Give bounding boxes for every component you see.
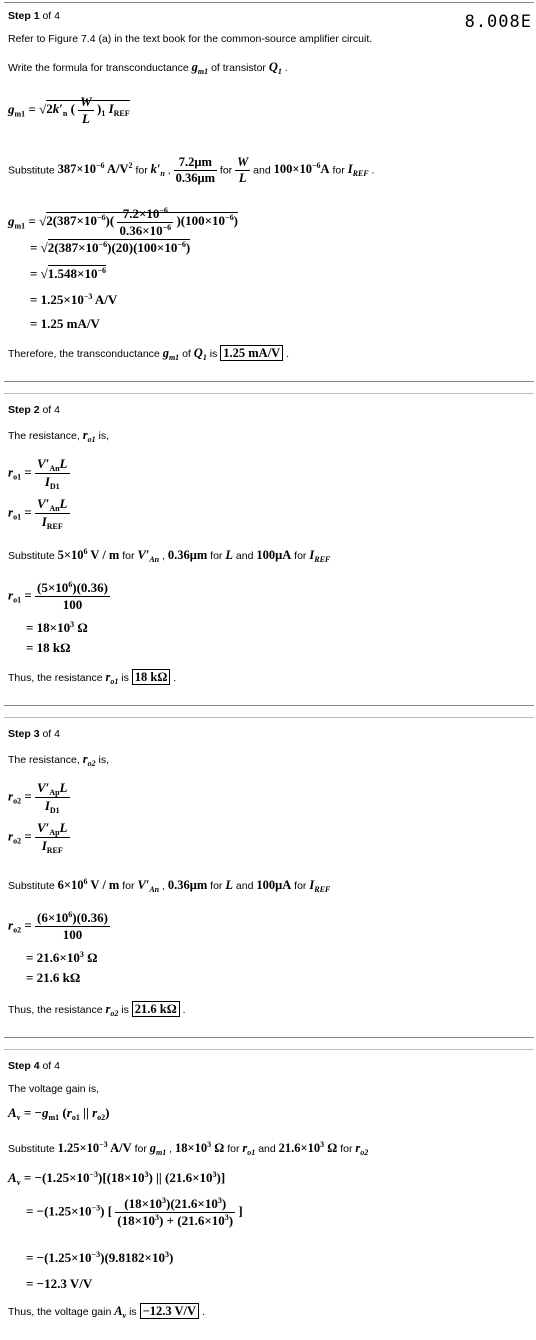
step-1-gm-formula: $g_{m1} = √2k'_n$ ( $\frac{W}{L}$ )$_1$ $I_{REF}$ [8, 94, 130, 126]
step-3-calc-line-1: $r_{o2}$ = $\frac{(6\times 10^6)(0.36)}{100}$ [8, 910, 108, 942]
step-divider [4, 381, 534, 382]
step-3-calc-line-3: = 21.6 kΩ [26, 970, 81, 985]
step-1-intro: Refer to Figure 7.4 (a) in the text book for the common-source amplifier circuit. [8, 33, 373, 45]
step-1-substitute: Substitute $387\times 10^{-6}$ $A/V^2$ for $k'_n$ , $\frac{7.2\mu m}{0.36\mu m}$ for $\frac{W}{L}$ and $100\times 10^{-6}A$ for $I_{REF}$ . [8, 155, 375, 185]
step-2-header: Step 2 of 4 [8, 404, 60, 416]
step-4-calc-line-2: = $-(1.25\times 10^{-3})$ [ $\frac{(18\times 10^3)(21.6\times 10^3)}{(18\times 10^3) + (21.6\times 10^3)}$ ] [26, 1196, 243, 1228]
step-3-answer: 21.6 kΩ [132, 1001, 180, 1017]
step-2-calc-line-1: $r_{o1}$ = $\frac{(5\times 10^6)(0.36)}{100}$ [8, 580, 108, 612]
step-4-header: Step 4 of 4 [8, 1060, 60, 1072]
step-3-ro-formula-2: $r_{o2}$ = $\frac{V'_{Ap}L}{I_{REF}}$ [8, 820, 68, 855]
step-divider [4, 2, 534, 3]
step-4-substitute: Substitute $1.25\times 10^{-3}$ A/V for $g_{m1}$ , $18\times 10^3$ Ω for $r_{o1}$ and $21.6\times 10^3$ Ω for $r_{o2}$ [8, 1140, 369, 1157]
step-4-calc-line-4: = −12.3 V/V [26, 1276, 93, 1291]
step-3-intro: The resistance, $r_{o2}$ is, [8, 752, 110, 768]
step-divider [4, 717, 534, 718]
step-1-calc-line-4: = $1.25\times 10^{-3}$ A/V [30, 292, 118, 307]
step-1-result: Therefore, the transconductance $g_{m1}$ of $Q_1$ is 1.25 mA/V . [8, 346, 290, 362]
step-divider [4, 705, 534, 706]
step-2-answer: 18 kΩ [132, 669, 171, 685]
step-2-calc-line-3: = 18 kΩ [26, 640, 71, 655]
step-3-header: Step 3 of 4 [8, 728, 60, 740]
step-3-substitute: Substitute $6\times 10^6$ V / m for $V'_{An}$ , 0.36μm for L and 100μA for $I_{REF}$ [8, 877, 331, 894]
step-1-formula-text: Write the formula for transconductance $g_{m1}$ of transistor $Q_1$ . [8, 60, 288, 76]
step-4-gain-formula: $A_v = -g_{m1}$ ($r_{o1}$ || $r_{o2}$) [8, 1105, 110, 1122]
step-2-ro-formula-2: $r_{o1}$ = $\frac{V'_{An}L}{I_{REF}}$ [8, 496, 68, 531]
step-3-calc-line-2: = $21.6\times 10^3$ Ω [26, 950, 98, 965]
step-2-ro-formula-1: $r_{o1}$ = $\frac{V'_{An}L}{I_{D1}}$ [8, 456, 68, 491]
step-divider [4, 1049, 534, 1050]
step-4-calc-line-3: = $-(1.25\times 10^{-3})(9.8182\times 10^3)$ [26, 1250, 174, 1265]
step-1-calc-line-3: = $√1.548\times 10^{-6}$ [30, 266, 107, 281]
step-4-calc-line-1: $A_v = -(1.25\times 10^{-3})[(18\times 10^3)$ || $(21.6\times 10^3)$] [8, 1170, 226, 1187]
step-2-intro: The resistance, $r_{o1}$ is, [8, 428, 110, 444]
step-2-calc-line-2: = $18\times 10^3$ Ω [26, 620, 88, 635]
step-1-calc-line-1: $g_{m1} = √2(387\times 10^{-6})$( $\frac{7.2\times 10^{-6}}{0.36\times 10^{-6}}$ )$(100\times 10^{-6})$ [8, 206, 238, 238]
step-2-substitute: Substitute $5\times 10^6$ V / m for $V'_{An}$ , 0.36μm for L and 100μA for $I_{REF}$ [8, 547, 331, 564]
step-1-calc-line-5: = 1.25 mA/V [30, 316, 100, 331]
step-3-result: Thus, the resistance $r_{o2}$ is 21.6 kΩ . [8, 1002, 186, 1018]
step-4-answer: −12.3 V/V [140, 1303, 199, 1319]
step-1-header: Step 1 of 4 [8, 10, 60, 22]
step-4-intro: The voltage gain is, [8, 1083, 100, 1095]
step-divider [4, 1037, 534, 1038]
step-1-calc-line-2: = $√2(387\times 10^{-6})(20)(100\times 10^{-6})$ [30, 240, 191, 255]
step-2-result: Thus, the resistance $r_{o1}$ is 18 kΩ . [8, 670, 177, 686]
step-divider [4, 393, 534, 394]
step-3-ro-formula-1: $r_{o2}$ = $\frac{V'_{Ap}L}{I_{D1}}$ [8, 780, 68, 815]
step-1-answer: 1.25 mA/V [220, 345, 283, 361]
problem-code: 8.008E [464, 12, 532, 32]
step-4-result: Thus, the voltage gain $A_v$ is −12.3 V/V . [8, 1304, 205, 1320]
